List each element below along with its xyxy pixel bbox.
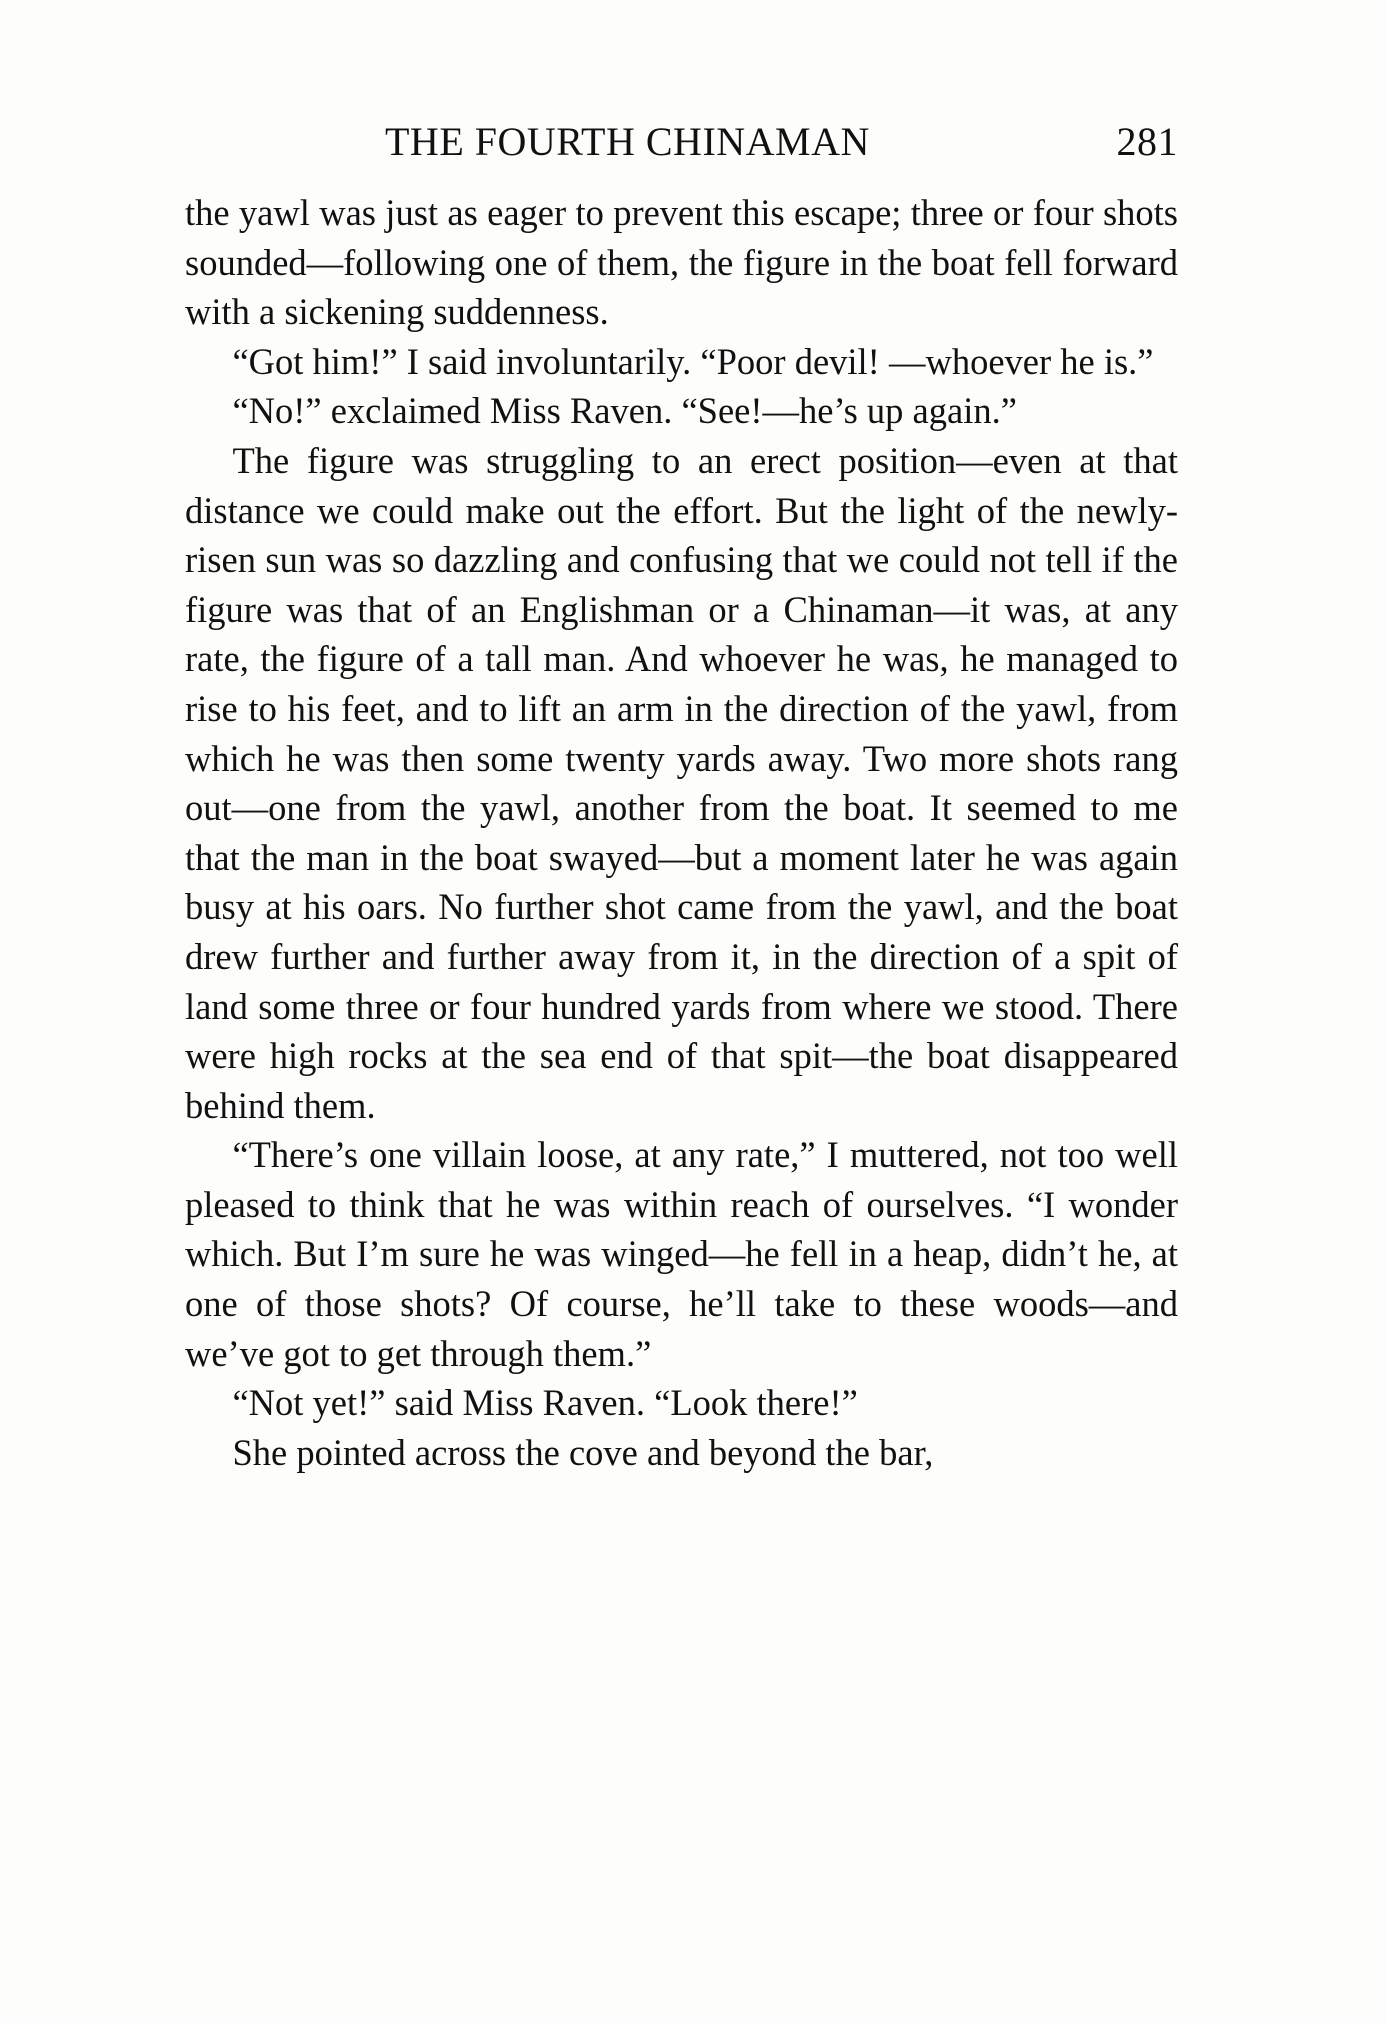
paragraph: “Got him!” I said involuntarily. “Poor devil! —whoever he is.”	[232, 340, 1154, 382]
page-header	[185, 118, 1178, 178]
paragraph: “There’s one villain loose, at any rate,” I muttered, not too well pleased to think that he was within reach of ourselves. “I wonder which. But I’m sure he was winged—he fell in a heap, didn’t he, at one of those shots? Of course, he’ll take to these woods—and we’ve got to get through them.”	[185, 1134, 1178, 1374]
paragraph: “No!” exclaimed Miss Raven. “See!—he’s up again.”	[232, 390, 1017, 432]
running-title: THE FOURTH CHINAMAN	[385, 119, 870, 164]
paragraph: “Not yet!” said Miss Raven. “Look there!”	[232, 1382, 858, 1424]
body-text	[185, 188, 1178, 1477]
paragraph: She pointed across the cove and beyond the bar,	[232, 1431, 934, 1473]
page-number: 281	[1116, 119, 1178, 164]
paragraph: The figure was struggling to an erect position—even at that distance we could make out the effort. But the light of the newly-risen sun was so dazzling and confusing that we could not tell if the figure was that of an Englishman or a Chinaman—it was, at any rate, the figure of a tall man. And whoever he was, he managed to rise to his feet, and to lift an arm in the direction of the yawl, from which he was then some twenty yards away. Two more shots rang out—one from the yawl, another from the boat. It seemed to me that the man in the boat swayed—but a moment later he was again busy at his oars. No further shot came from the yawl, and the boat drew further and further away from it, in the direction of a spit of land some three or four hundred yards from where we stood. There were high rocks at the sea end of that spit—the boat disappeared behind them.	[185, 439, 1178, 1126]
paragraph: the yawl was just as eager to prevent this escape; three or four shots sounded—following one of them, the figure in the boat fell forward with a sickening suddenness.	[185, 192, 1178, 333]
